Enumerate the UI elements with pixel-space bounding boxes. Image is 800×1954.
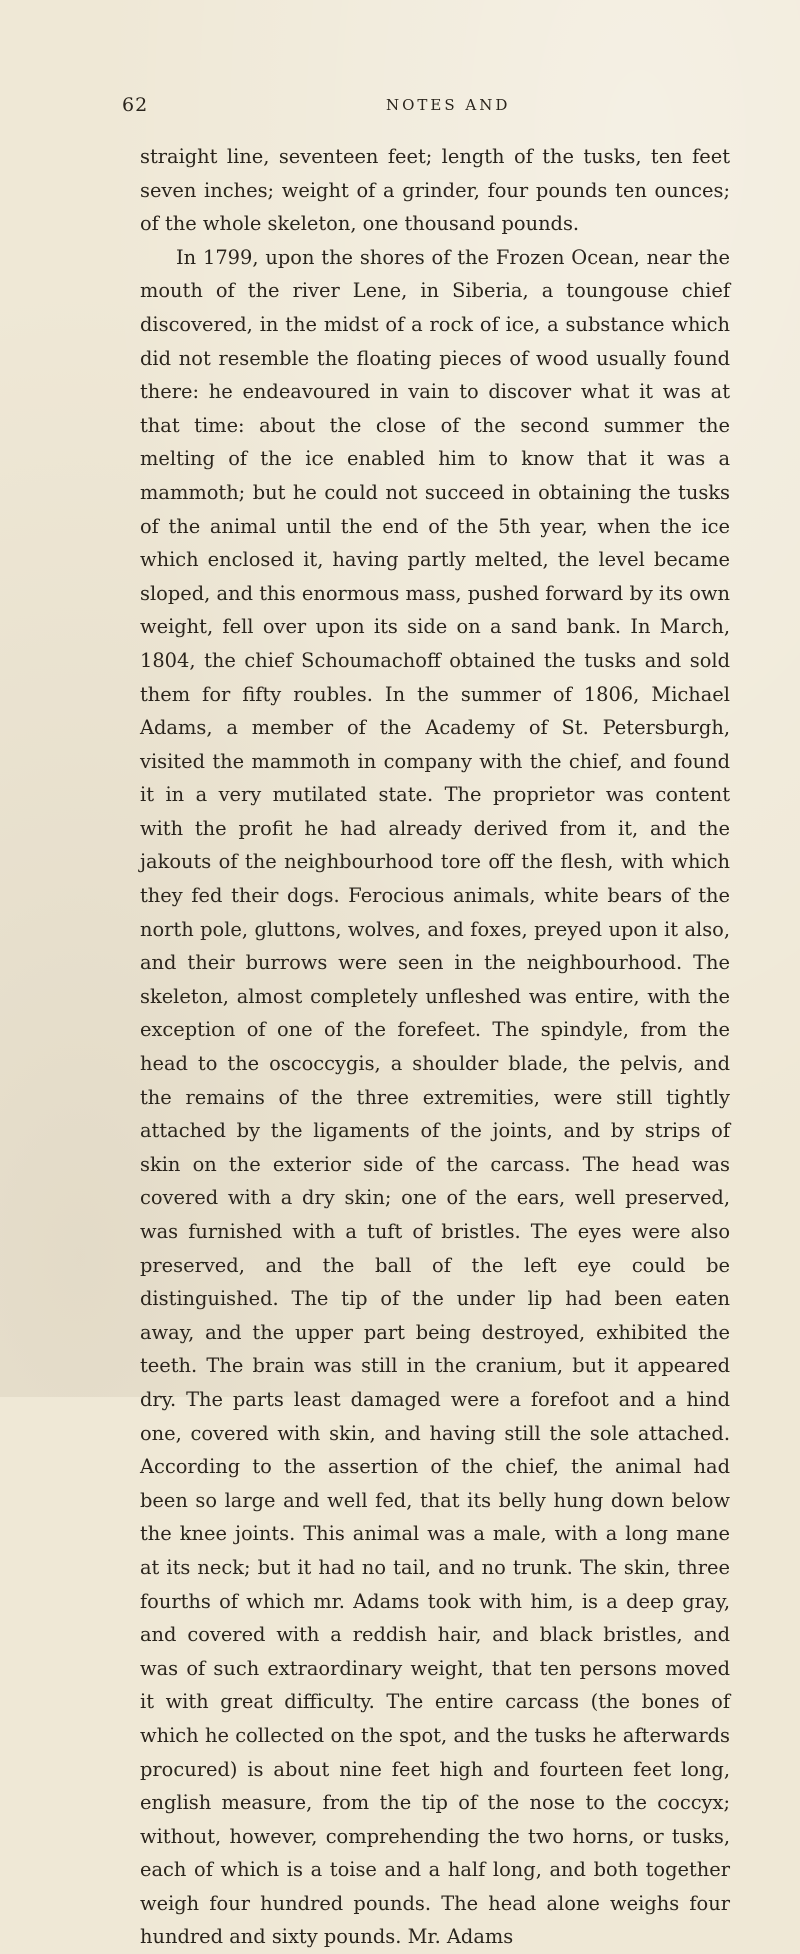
running-title: NOTES AND bbox=[386, 96, 511, 114]
paragraph-1: straight line, seventeen feet; length of the tusks, ten feet seven inches; weight of a grinder, four pounds ten ounces; of the whole skeleton, one thousand pounds. bbox=[140, 145, 730, 236]
paragraph-2: In 1799, upon the shores of the Frozen Ocean, near the mouth of the river Lene, in Siberia, a toungouse chief discovered, in the midst of a rock of ice, a substance which did not resemble the floating pieces of wood usually found there: he endeavoured in vain to discover what it was at that time: about the close of the second summer the melting of the ice enabled him to know that it was a mammoth; but he could not succeed in obtaining the tusks of the animal until the end of the 5th year, when the ice which enclosed it, having partly melted, the level became sloped, and this enormous mass, pushed forward by its own weight, fell over upon its side on a sand bank. In March, 1804, the chief Schoumachoff obtained the tusks and sold them for fifty roubles. In the summer of 1806, Michael Adams, a member of the Academy of St. Petersburgh, visited the mammoth in company with the chief, and found it in a very mutilated state. The proprietor was content with the profit he had already derived from it, and the jakouts of the neighbourhood tore off the flesh, with which they fed their dogs. Ferocious animals, white bears of the north pole, gluttons, wolves, and foxes, preyed upon it also, and their burrows were seen in the neighbourhood. The skeleton, almost completely unfleshed was entire, with the exception of one of the forefeet. The spindyle, from the head to the oscoccygis, a shoulder blade, the pelvis, and the remains of the three extremities, were still tightly attached by the ligaments of the joints, and by strips of skin on the exterior side of the carcass. The head was covered with a dry skin; one of the ears, well preserved, was furnished with a tuft of bristles. The eyes were also preserved, and the ball of the left eye could be distinguished. The tip of the under lip had been eaten away, and the upper part being destroyed, exhibited the teeth. The brain was still in the cranium, but it appeared dry. The parts least damaged were a forefoot and a hind one, covered with skin, and having still the sole attached. According to the assertion of the chief, the animal had been so large and well fed, that its belly hung down below the knee joints. This animal was a male, with a long mane at its neck; but it had no tail, and no trunk. The skin, three fourths of which mr. Adams took with him, is a deep gray, and covered with a reddish hair, and black bristles, and was of such extraordinary weight, that ten persons moved it with great difficulty. The entire carcass (the bones of which he collected on the spot, and the tusks he afterwards procured) is about nine feet high and fourteen feet long, english measure, from the tip of the nose to the coccyx; without, however, comprehending the two horns, or tusks, each of which is a toise and a half long, and both together weigh four hundred pounds. The head alone weighs four hundred and sixty pounds. Mr. Adams bbox=[140, 245, 730, 1949]
running-head bbox=[104, 94, 722, 118]
page-number: 62 bbox=[122, 94, 149, 116]
body-text bbox=[140, 140, 730, 1954]
